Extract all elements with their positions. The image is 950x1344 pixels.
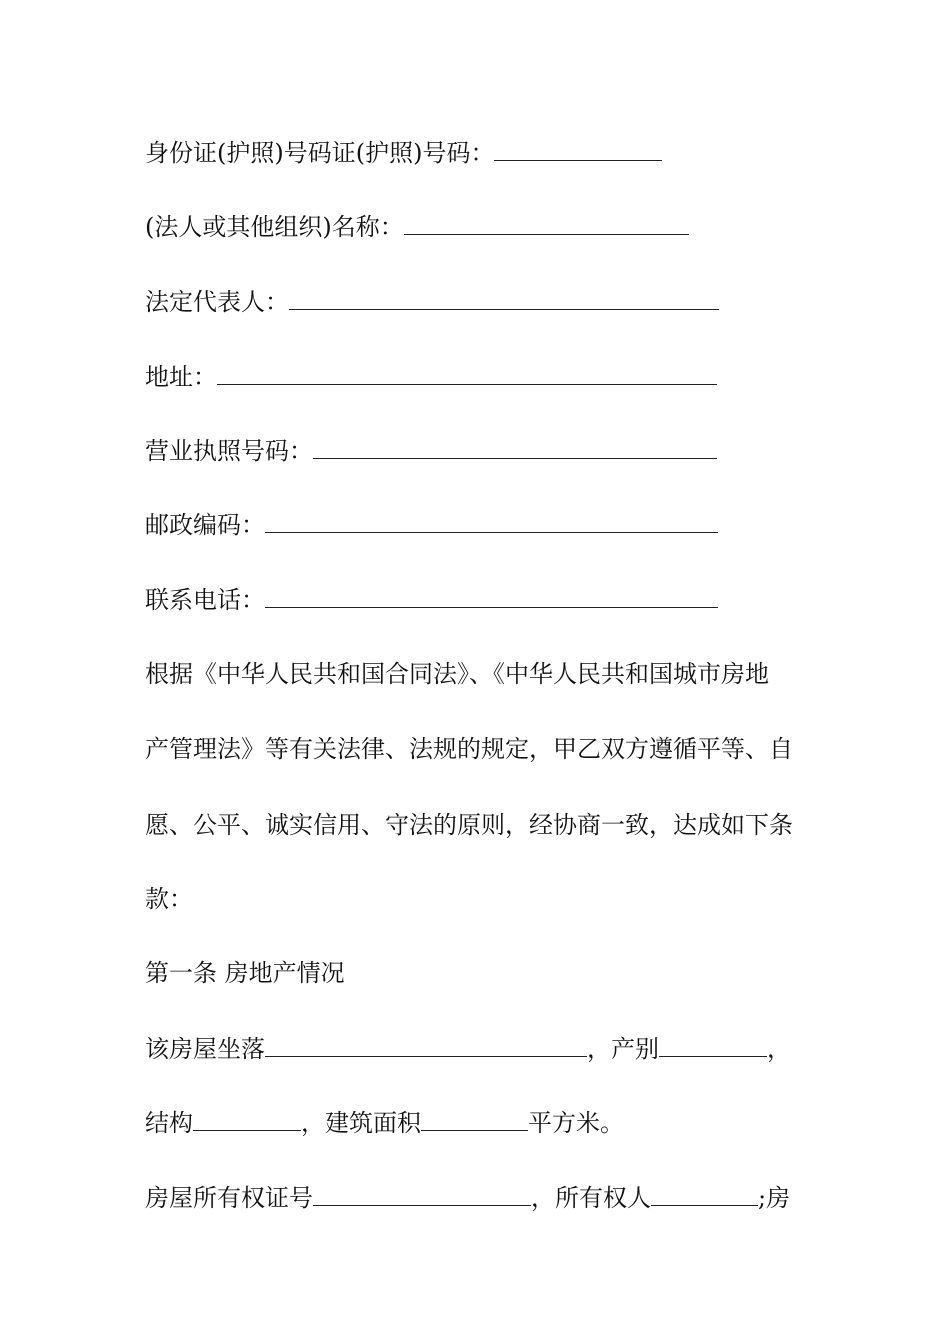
comma: ， — [767, 1035, 791, 1063]
location-blank[interactable] — [265, 1034, 587, 1057]
legal-rep-row — [145, 287, 719, 317]
article-heading: 第一条 房地产情况 — [145, 959, 345, 987]
property-type-label: 产别 — [611, 1035, 659, 1063]
id-number-row — [145, 138, 662, 168]
cert-row — [145, 1183, 790, 1213]
owner-blank[interactable] — [651, 1183, 758, 1206]
structure-row — [145, 1108, 624, 1138]
postal-code-row — [145, 510, 718, 540]
cert-no-blank[interactable] — [313, 1183, 531, 1206]
unit-label: 平方米。 — [528, 1109, 624, 1137]
floor-area-blank[interactable] — [421, 1108, 528, 1131]
preamble-line: 根据《中华人民共和国合同法》、《中华人民共和国城市房地 — [145, 660, 769, 688]
business-license-row — [145, 436, 717, 466]
cert-no-label: 房屋所有权证号 — [145, 1184, 313, 1212]
postal-code-label: 邮政编码： — [145, 511, 265, 539]
legal-rep-label: 法定代表人： — [145, 288, 289, 316]
comma: ， — [531, 1184, 555, 1212]
structure-label: 结构 — [145, 1109, 193, 1137]
floor-area-label: 建筑面积 — [325, 1109, 421, 1137]
phone-label: 联系电话： — [145, 586, 265, 614]
business-license-blank[interactable] — [313, 436, 717, 459]
preamble-line: 产管理法》等有关法律、法规的规定，甲乙双方遵循平等、自 — [145, 735, 793, 763]
owner-label: 所有权人 — [555, 1184, 651, 1212]
structure-blank[interactable] — [193, 1108, 301, 1131]
business-license-label: 营业执照号码： — [145, 437, 313, 465]
tail-text: ;房 — [758, 1184, 791, 1212]
postal-code-blank[interactable] — [265, 510, 718, 533]
preamble-line: 愿、公平、诚实信用、守法的原则，经协商一致，达成如下条 — [145, 811, 793, 839]
id-number-label: 身份证(护照)号码证(护照)号码： — [145, 139, 495, 167]
location-row — [145, 1034, 791, 1064]
phone-blank[interactable] — [265, 585, 718, 608]
org-name-row — [145, 212, 689, 242]
org-name-label: (法人或其他组织)名称： — [145, 213, 404, 241]
org-name-blank[interactable] — [404, 212, 689, 235]
address-blank[interactable] — [217, 362, 717, 385]
phone-row — [145, 585, 718, 615]
comma: ， — [301, 1109, 325, 1137]
id-number-blank[interactable] — [494, 138, 662, 161]
legal-rep-blank[interactable] — [289, 287, 719, 310]
address-label: 地址： — [145, 363, 217, 391]
property-type-blank[interactable] — [659, 1034, 767, 1057]
location-label: 该房屋坐落 — [145, 1035, 265, 1063]
address-row — [145, 362, 717, 392]
preamble-line: 款： — [145, 885, 193, 913]
comma: ， — [587, 1035, 611, 1063]
